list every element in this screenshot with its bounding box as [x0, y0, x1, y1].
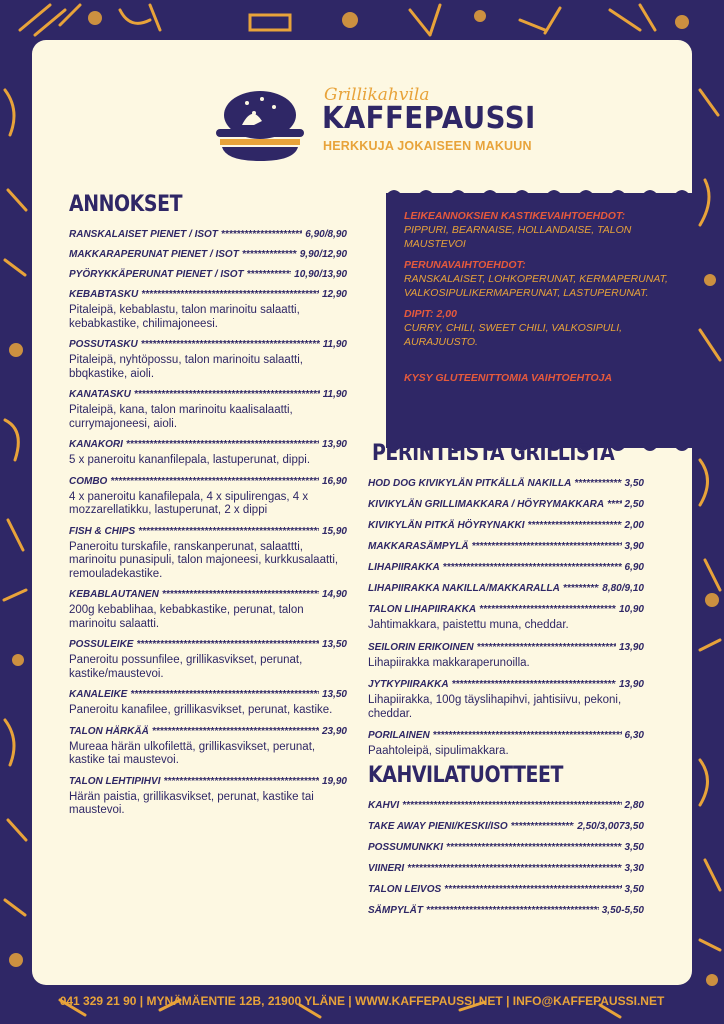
- menu-item-price: 9,90/12,90: [299, 249, 347, 260]
- menu-item-row: [368, 820, 644, 833]
- leader-dots: [247, 268, 292, 281]
- menu-item-name: POSSULEIKE: [69, 639, 134, 650]
- menu-item-name: POSSUTASKU: [69, 339, 138, 350]
- menu-item-price: 8,80/9,10: [602, 583, 644, 594]
- menu-item: [368, 841, 644, 854]
- leader-dots: [402, 799, 621, 812]
- menu-item-row: [69, 248, 347, 261]
- leader-dots: [126, 438, 319, 451]
- menu-item-description: Jahtimakkara, paistettu muna, cheddar.: [368, 619, 569, 631]
- menu-item: [69, 725, 347, 768]
- menu-item-price: 19,90: [321, 775, 347, 787]
- leader-dots: [152, 725, 319, 738]
- menu-item-description: Paahtoleipä, sipulimakkara.: [368, 745, 509, 757]
- menu-item-name: SEILORIN ERIKOINEN: [368, 641, 474, 653]
- menu-item-row: [368, 883, 644, 896]
- menu-item: [69, 438, 347, 468]
- menu-item-row: [69, 338, 347, 351]
- menu-item-price: 12,90: [321, 289, 347, 300]
- contact-footer: 041 329 21 90 | MYNÄMÄENTIE 12B, 21900 YLÄNE | WWW.KAFFEPAUSSI.NET | INFO@KAFFEPAUSSI.NET: [59, 994, 665, 1008]
- menu-item-price: 6,90/8,90: [305, 229, 347, 240]
- menu-item: [69, 288, 347, 331]
- menu-item-price: 3,50: [624, 478, 644, 489]
- leader-dots: [138, 525, 319, 538]
- leader-dots: [479, 603, 616, 616]
- menu-item-name: KAHVI: [368, 800, 400, 811]
- menu-item: [368, 862, 644, 875]
- leader-dots: [163, 775, 318, 788]
- menu-item-name: MAKKARASÄMPYLÄ: [368, 541, 469, 552]
- leader-dots: [426, 904, 599, 917]
- menu-item-row: [368, 729, 644, 742]
- menu-item: [69, 775, 347, 818]
- menu-item-price: 3,30: [624, 863, 644, 874]
- menu-item-row: [368, 799, 644, 812]
- option-heading: DIPIT: 2,00: [404, 308, 457, 320]
- menu-item-name: POSSUMUNKKI: [368, 842, 444, 853]
- menu-item-row: [368, 841, 644, 854]
- menu-item: [368, 498, 644, 511]
- menu-item-name: TAKE AWAY PIENI/KESKI/ISO: [368, 821, 508, 832]
- menu-item-price: 6,30: [624, 730, 644, 741]
- menu-item-name: PYÖRYKKÄPERUNAT PIENET / ISOT: [69, 269, 244, 280]
- option-block: [404, 209, 674, 251]
- menu-item-row: [368, 678, 644, 691]
- leader-dots: [221, 228, 302, 241]
- option-block: [404, 307, 674, 349]
- leader-dots: [433, 729, 622, 742]
- menu-item-row: [69, 775, 347, 788]
- menu-item-price: 6,90: [624, 562, 644, 573]
- menu-item-row: [69, 588, 347, 601]
- menu-item-price: 13,50: [321, 689, 347, 700]
- leader-dots: [574, 477, 621, 490]
- menu-item-name: TALON LIHAPIIRAKKA: [368, 604, 477, 615]
- menu-item-row: [69, 725, 347, 738]
- menu-item: [69, 228, 347, 241]
- menu-item-price: 13,90: [618, 641, 644, 653]
- menu-item-price: 3,90: [624, 541, 644, 552]
- logo: [202, 85, 536, 165]
- menu-item-description: Paneroitu possunfilee, grillikasvikset, perunat, kastike/maustevoi.: [69, 654, 303, 680]
- menu-item-name: KEBABLAUTANEN: [69, 589, 159, 600]
- leader-dots: [477, 641, 616, 654]
- menu-item-price: 3,50-5,50: [601, 905, 644, 916]
- menu-item-description: Lihapiirakka, 100g täyslihapihvi, jahtisiivu, pekoni, cheddar.: [368, 694, 622, 720]
- menu-item-row: [368, 561, 644, 574]
- menu-item-price: 10,90/13,90: [294, 269, 347, 280]
- menu-item-row: [69, 688, 347, 701]
- menu-item: [368, 904, 644, 917]
- menu-item-row: [69, 288, 347, 301]
- menu-item-name: KANAKORI: [69, 439, 123, 450]
- wavy-edge: [386, 185, 692, 195]
- menu-item-description: 5 x paneroitu kananfilepala, lastuperunat, dippi.: [69, 454, 311, 466]
- menu-item-name: TALON LEIVOS: [368, 884, 442, 895]
- menu-item-row: [69, 268, 347, 281]
- menu-item-row: [69, 438, 347, 451]
- menu-item: [69, 588, 347, 631]
- menu-item-name: COMBO: [69, 475, 108, 487]
- menu-item-row: [69, 525, 347, 538]
- menu-item: [368, 603, 644, 633]
- menu-item-price: 14,90: [321, 589, 347, 600]
- leader-dots: [511, 820, 575, 833]
- menu-item-name: TALON HÄRKÄÄ: [69, 725, 149, 737]
- options-panel: [386, 193, 692, 448]
- menu-item: [69, 338, 347, 381]
- menu-item-name: KANATASKU: [69, 389, 131, 400]
- menu-item-name: MAKKARAPERUNAT PIENET / ISOT: [69, 249, 239, 260]
- menu-item-price: 13,90: [321, 439, 347, 450]
- leader-dots: [443, 561, 622, 574]
- section-title-kahvila: KAHVILATUOTTEET: [368, 763, 563, 788]
- section-title-annokset: ANNOKSET: [69, 192, 183, 217]
- menu-item: [368, 820, 644, 833]
- menu-item-price: 2,00: [624, 520, 644, 531]
- menu-item-row: [368, 498, 644, 511]
- menu-item-row: [69, 638, 347, 651]
- menu-item-row: [69, 475, 347, 488]
- menu-item: [368, 729, 644, 759]
- leader-dots: [130, 688, 319, 701]
- menu-item-description: 200g kebablihaa, kebabkastike, perunat, talon marinoitu salaatti.: [69, 604, 304, 630]
- brand-tagline: HERKKUJA JOKAISEEN MAKUUN: [323, 139, 532, 153]
- leader-dots: [607, 498, 621, 511]
- menu-item: [69, 638, 347, 681]
- menu-item-price: 23,90: [321, 725, 347, 737]
- leader-dots: [141, 338, 320, 351]
- menu-item-price: 2,50: [624, 499, 644, 510]
- kahvila-list: [368, 799, 644, 925]
- menu-item: [69, 248, 347, 261]
- option-heading: PERUNAVAIHTOEHDOT:: [404, 259, 526, 271]
- perinteista-list: [368, 477, 644, 767]
- menu-item: [368, 582, 644, 595]
- menu-item-name: JYTKYPIIRAKKA: [368, 679, 449, 690]
- option-text: CURRY, CHILI, SWEET CHILI, VALKOSIPULI, AURAJUUSTO.: [404, 322, 623, 348]
- menu-item-row: [368, 904, 644, 917]
- menu-item-name: SÄMPYLÄT: [368, 905, 423, 916]
- leader-dots: [407, 862, 621, 875]
- menu-item-name: RANSKALAISET PIENET / ISOT: [69, 229, 218, 240]
- menu-item-description: Lihapiirakka makkaraperunoilla.: [368, 656, 530, 669]
- menu-item-name: KIVIKYLÄN GRILLIMAKKARA / HÖYRYMAKKARA: [368, 499, 605, 510]
- menu-item-name: KIVIKYLÄN PITKÄ HÖYRYNAKKI: [368, 520, 525, 531]
- menu-item-price: 16,90: [321, 475, 347, 487]
- leader-dots: [141, 288, 319, 301]
- menu-item: [368, 678, 644, 721]
- menu-item-name: KEBABTASKU: [69, 289, 139, 300]
- menu-item: [69, 475, 347, 518]
- menu-item-description: Pitaleipä, nyhtöpossu, talon marinoitu salaatti, bbqkastike, aioli.: [69, 354, 303, 380]
- option-text: PIPPURI, BEARNAISE, HOLLANDAISE, TALON MAUSTEVOI: [404, 224, 632, 250]
- menu-item-price: 3,50: [624, 842, 644, 853]
- menu-item-price: 2,80: [624, 800, 644, 811]
- leader-dots: [452, 678, 616, 691]
- leader-dots: [563, 582, 599, 595]
- menu-item-description: 4 x paneroitu kanafilepala, 4 x sipulirengas, 4 x mozzarellatikku, lastuperunat, 2 x dippi: [69, 490, 309, 516]
- leader-dots: [242, 248, 297, 261]
- menu-item: [368, 561, 644, 574]
- menu-item-row: [368, 862, 644, 875]
- menu-item-row: [368, 519, 644, 532]
- menu-item-description: Paneroitu turskafile, ranskanperunat, salaattti, marinoitu punasipuli, talon majoneesi, kurkkusalaatti, remouladekastike.: [69, 540, 339, 580]
- menu-item-description: Pitaleipä, kana, talon marinoitu kaalisalaatti, currymajoneesi, aioli.: [69, 404, 293, 430]
- option-block: [404, 258, 674, 300]
- menu-item-row: [69, 228, 347, 241]
- menu-item-row: [368, 477, 644, 490]
- menu-item-name: HOD DOG KIVIKYLÄN PITKÄLLÄ NAKILLA: [368, 478, 572, 489]
- menu-item-price: 3,50: [624, 884, 644, 895]
- leader-dots: [444, 883, 621, 896]
- menu-item: [69, 525, 347, 582]
- menu-item: [69, 268, 347, 281]
- menu-item-description: Paneroitu kanafilee, grillikasvikset, perunat, kastike.: [69, 704, 333, 716]
- menu-item-name: PORILAINEN: [368, 730, 430, 741]
- leader-dots: [136, 638, 319, 651]
- annokset-list: [69, 228, 347, 825]
- menu-item-description: Härän paistia, grillikasvikset, perunat, kastike tai maustevoi.: [69, 790, 314, 816]
- burger-logo-icon: [202, 85, 318, 165]
- menu-item-row: [368, 641, 644, 654]
- menu-item-price: 11,90: [322, 389, 347, 400]
- option-text: RANSKALAISET, LOHKOPERUNAT, KERMAPERUNAT, VALKOSIPULIKERMAPERUNAT, LASTUPERUNAT.: [404, 273, 668, 299]
- section-title-perinteista: PERINTEISTÄ GRILLISTÄ: [372, 441, 615, 466]
- menu-item-name: FISH & CHIPS: [69, 525, 136, 537]
- menu-item-price: 10,90: [618, 604, 644, 615]
- menu-item-name: KANALEIKE: [69, 689, 128, 700]
- menu-item-name: LIHAPIIRAKKA: [368, 562, 440, 573]
- leader-dots: [446, 841, 622, 854]
- menu-item-row: [69, 388, 347, 401]
- leader-dots: [528, 519, 622, 532]
- leader-dots: [134, 388, 320, 401]
- menu-item: [69, 688, 347, 718]
- menu-item-name: VIINERI: [368, 863, 405, 874]
- menu-item: [368, 799, 644, 812]
- menu-item-row: [368, 603, 644, 616]
- brand-name: KAFFEPAUSSI: [322, 101, 536, 136]
- menu-item: [368, 641, 644, 671]
- menu-item: [368, 883, 644, 896]
- menu-item: [368, 477, 644, 490]
- menu-item-name: LIHAPIIRAKKA NAKILLA/MAKKARALLA: [368, 583, 560, 594]
- menu-item-row: [368, 540, 644, 553]
- menu-item-price: 2,50/3,0073,50: [577, 821, 644, 832]
- menu-item-name: TALON LEHTIPIHVI: [69, 775, 161, 787]
- leader-dots: [472, 540, 622, 553]
- leader-dots: [162, 588, 319, 601]
- menu-item: [368, 540, 644, 553]
- menu-item-price: 11,90: [322, 339, 347, 350]
- leader-dots: [110, 475, 319, 488]
- menu-item-price: 15,90: [321, 525, 347, 537]
- menu-item-price: 13,50: [321, 639, 347, 650]
- menu-item-price: 13,90: [618, 679, 644, 690]
- option-heading: LEIKEANNOKSIEN KASTIKEVAIHTOEHDOT:: [404, 210, 626, 222]
- menu-item: [368, 519, 644, 532]
- menu-item: [69, 388, 347, 431]
- menu-item-description: Mureaa härän ulkofilettä, grillikasvikset, perunat, kastike tai maustevoi.: [69, 740, 316, 766]
- brand-script: Grillikahvila: [324, 85, 430, 105]
- gluten-note: KYSY GLUTEENITTOMIA VAIHTOEHTOJA: [404, 372, 613, 384]
- menu-item-row: [368, 582, 644, 595]
- menu-item-description: Pitaleipä, kebablastu, talon marinoitu salaatti, kebabkastike, chilimajoneesi.: [69, 304, 300, 330]
- menu-card: [32, 40, 692, 985]
